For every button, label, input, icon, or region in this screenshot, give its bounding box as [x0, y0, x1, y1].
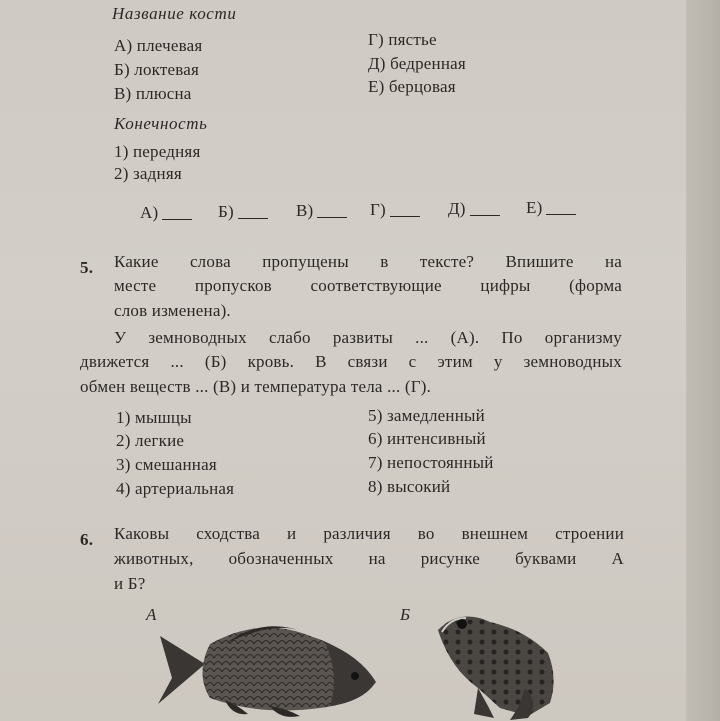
task6-question-line-2: животных, обозначенных на рисунке буквами А	[114, 549, 624, 568]
bone-option-a: А) плечевая	[114, 36, 203, 55]
answer-slot-b[interactable]	[218, 202, 268, 222]
bone-option-g: Г) пястье	[368, 30, 437, 49]
fish-illustration	[150, 616, 390, 721]
task6-number: 6.	[80, 530, 94, 549]
limb-option-1: 1) передняя	[114, 142, 201, 161]
bone-option-d: Д) бедренная	[368, 54, 466, 73]
answer-label: Д)	[448, 199, 466, 218]
bone-option-v: В) плюсна	[114, 84, 192, 103]
answer-label: В)	[296, 201, 314, 220]
task5-text-line-2: движется ... (Б) кровь. В связи с этим у земноводных	[80, 352, 622, 371]
answer-blank[interactable]	[390, 216, 420, 217]
task5-number: 5.	[80, 258, 94, 277]
word-option-6: 6) интенсивный	[368, 429, 486, 448]
answer-slot-a[interactable]	[140, 203, 192, 223]
bone-heading: Название кости	[112, 4, 237, 23]
answer-label: Е)	[526, 198, 543, 217]
bone-option-e: Е) берцовая	[368, 77, 456, 96]
task6-question-line-3: и Б?	[114, 574, 146, 593]
limb-heading: Конечность	[114, 114, 208, 133]
word-option-8: 8) высокий	[368, 477, 451, 496]
word-option-2: 2) легкие	[116, 431, 185, 450]
answer-blank[interactable]	[546, 214, 576, 215]
task5-question-line-1: Какие слова пропущены в тексте? Впишите на	[114, 252, 622, 271]
answer-slot-d[interactable]	[448, 199, 500, 219]
answer-blank[interactable]	[470, 215, 500, 216]
word-option-3: 3) смешанная	[116, 455, 217, 474]
word-option-4: 4) артериальная	[116, 479, 235, 498]
answer-label: А)	[140, 203, 159, 222]
answer-blank[interactable]	[162, 219, 192, 220]
answer-slot-e[interactable]	[526, 198, 576, 218]
task5-question-line-2: месте пропусков соответствующие цифры (форма	[114, 276, 622, 295]
answer-slot-g[interactable]	[370, 200, 420, 220]
answer-slot-v[interactable]	[296, 201, 347, 221]
page-edge	[686, 0, 720, 721]
answer-label: Г)	[370, 200, 386, 219]
answer-label: Б)	[218, 202, 234, 221]
task5-question-line-3: слов изменена).	[114, 301, 231, 320]
word-option-7: 7) непостоянный	[368, 453, 494, 472]
word-option-5: 5) замедленный	[368, 406, 485, 425]
task6-question-line-1: Каковы сходства и различия во внешнем строении	[114, 524, 624, 543]
task5-text-line-3: обмен веществ ... (В) и температура тела ... (Г).	[80, 377, 432, 396]
figure-label-a: А	[146, 605, 157, 624]
figure-label-b: Б	[400, 605, 411, 624]
word-option-1: 1) мышцы	[116, 408, 192, 427]
task5-text-line-1: У земноводных слабо развиты ... (А). По организму	[114, 328, 622, 347]
limb-option-2: 2) задняя	[114, 164, 182, 183]
answer-blank[interactable]	[238, 218, 268, 219]
frog-illustration	[430, 608, 560, 721]
answer-blank[interactable]	[317, 217, 347, 218]
bone-option-b: Б) локтевая	[114, 60, 200, 79]
